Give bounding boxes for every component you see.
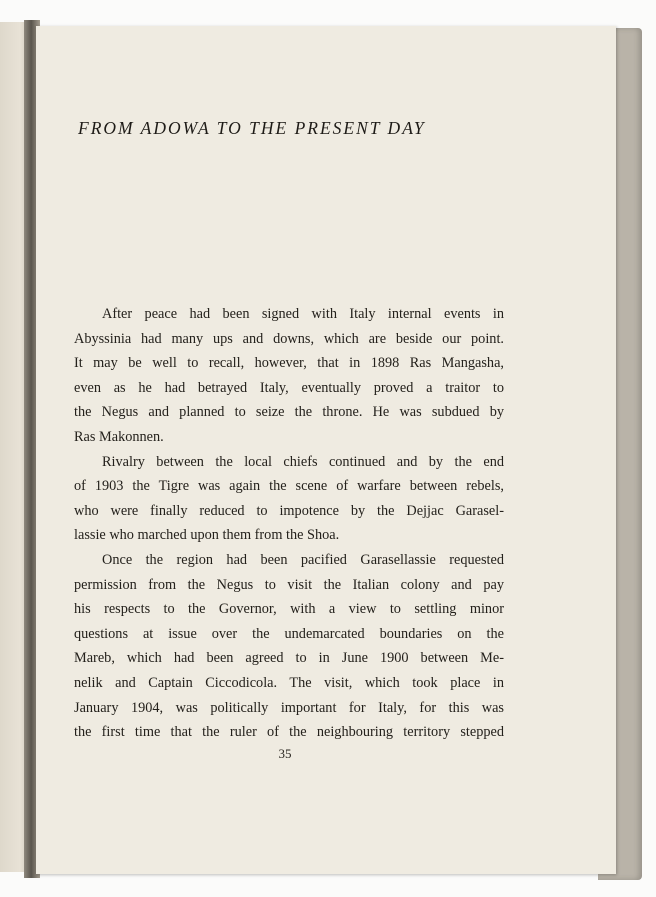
- body-text: [74, 302, 504, 745]
- text-line: It may be well to recall, however, that in 1898 Ras Mangasha,: [74, 355, 504, 372]
- book-page: [36, 26, 616, 874]
- page-content: [36, 26, 616, 874]
- text-line: of 1903 the Tigre was again the scene of warfare between rebels,: [74, 478, 504, 495]
- text-line: January 1904, was politically important for Italy, for this was: [74, 699, 504, 716]
- text-line: who were finally reduced to impotence by the Dejjac Garasel-: [74, 502, 504, 519]
- chapter-heading: FROM ADOWA TO THE PRESENT DAY: [78, 118, 426, 138]
- text-line: his respects to the Governor, with a view to settling minor: [74, 601, 504, 618]
- text-line: Rivalry between the local chiefs continued and by the end: [102, 453, 504, 470]
- paragraph-2: [74, 450, 504, 548]
- text-line: nelik and Captain Ciccodicola. The visit, which took place in: [74, 674, 504, 691]
- text-line: permission from the Negus to visit the Italian colony and pay: [74, 576, 504, 593]
- text-line: After peace had been signed with Italy internal events in: [102, 306, 504, 322]
- text-line: Abyssinia had many ups and downs, which are beside our point.: [74, 330, 504, 347]
- paragraph-1: [74, 302, 504, 450]
- paragraph-3: [74, 548, 504, 745]
- text-line: lassie who marched upon them from the Shoa.: [74, 527, 340, 544]
- page-number: 35: [278, 746, 292, 761]
- text-line: even as he had betrayed Italy, eventually proved a traitor to: [74, 379, 504, 396]
- text-line: Mareb, which had been agreed to in June 1900 between Me-: [74, 650, 504, 667]
- text-line: Ras Makonnen.: [74, 428, 164, 445]
- text-line: the Negus and planned to seize the throne. He was subdued by: [74, 404, 504, 421]
- text-line: the first time that the ruler of the neighbouring territory stepped: [74, 724, 504, 741]
- text-line: questions at issue over the undemarcated boundaries on the: [74, 625, 504, 642]
- text-line: Once the region had been pacified Garasellassie requested: [102, 551, 504, 568]
